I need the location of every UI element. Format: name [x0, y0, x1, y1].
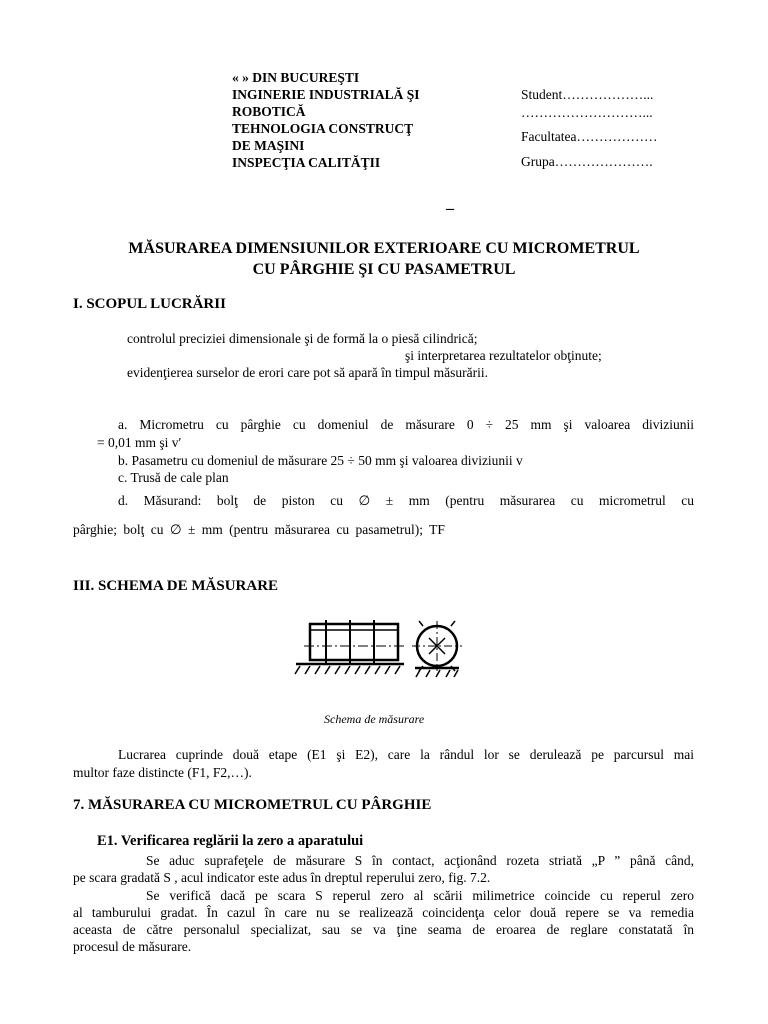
facultatea-field: Facultatea………………	[521, 129, 658, 144]
intro-paragraph-line2: multor faze distincte (F1, F2,…).	[73, 765, 252, 780]
section-heading-schema: III. SCHEMA DE MĂSURARE	[73, 578, 279, 594]
equipment-item-a: a. Micrometru cu pârghie cu domeniul de măsurare 0 ÷ 25 mm şi valoarea diviziunii	[118, 417, 694, 432]
scope-item-3: evidenţierea surselor de erori care pot să apară în timpul măsurării.	[127, 365, 488, 380]
intro-paragraph: Lucrarea cuprinde două etape (E1 şi E2), care la rândul lor se derulează pe parcursul mai	[118, 747, 694, 762]
schema-caption: Schema de măsurare	[324, 712, 425, 726]
university-name: « » DIN BUCUREŞTI	[232, 70, 360, 85]
scope-item-2: şi interpretarea rezultatelor obţinute;	[405, 348, 602, 363]
dash-mark: –	[446, 200, 454, 217]
subject-name: INSPECŢIA CALITĂŢII	[232, 155, 381, 170]
e1-paragraph-1: Se aduc suprafeţele de măsurare S în contact, acţionând rozeta striată „P ” până când,	[146, 853, 694, 868]
subsection-heading-e1: E1. Verificarea reglării la zero a aparatului	[97, 833, 364, 849]
scope-item-1: controlul preciziei dimensionale şi de formă la o piesă cilindrică;	[127, 331, 478, 346]
page-title: MĂSURAREA DIMENSIUNILOR EXTERIOARE CU MICROMETRUL	[128, 240, 640, 257]
department-name: TEHNOLOGIA CONSTRUCŢ	[232, 121, 414, 136]
department-name-line2: DE MAŞINI	[232, 138, 305, 153]
equipment-item-d: d. Măsurand: bolţ de piston cu ∅ ± mm (pentru măsurarea cu micrometrul cu	[118, 493, 694, 508]
page-title-line2: CU PÂRGHIE ŞI CU PASAMETRUL	[252, 261, 516, 278]
e1-paragraph-2-line4: procesul de măsurare.	[73, 939, 192, 954]
equipment-item-d-line2: pârghie; bolţ cu ∅ ± mm (pentru măsurarea cu pasametrul); TF	[73, 522, 445, 537]
student-field: Student………………...	[521, 87, 654, 102]
student-field-line2: ………………………...	[521, 105, 653, 120]
e1-paragraph-2-line2: al tamburului gradat. În cazul în care nu se realizează coincidenţa celor două repere se va remedia	[73, 905, 694, 920]
section-heading-scope: I. SCOPUL LUCRĂRII	[73, 296, 226, 312]
e1-paragraph-2: Se verifică dacă pe scara S reperul zero al scării milimetrice coincide cu reperul zero	[146, 888, 694, 903]
faculty-name: INGINERIE INDUSTRIALĂ ŞI	[232, 87, 420, 102]
faculty-name-line2: ROBOTICĂ	[232, 104, 306, 119]
section-heading-micrometer: 7. MĂSURAREA CU MICROMETRUL CU PÂRGHIE	[73, 797, 432, 813]
e1-paragraph-2-line3: aceasta de către personalul specializat, sau se va ţine seama de eroarea de reglare constatată în	[73, 922, 694, 937]
measurement-schema-diagram	[292, 616, 474, 686]
e1-paragraph-1-line2: pe scara gradată S , acul indicator este adus în dreptul reperului zero, fig. 7.2.	[73, 870, 491, 885]
equipment-item-a-line2: = 0,01 mm şi v′	[97, 435, 182, 450]
grupa-field: Grupa………………….	[521, 154, 653, 169]
equipment-item-c: c. Trusă de cale plan	[118, 470, 229, 485]
equipment-item-b: b. Pasametru cu domeniul de măsurare 25 ÷ 50 mm şi valoarea diviziunii v	[118, 453, 523, 468]
